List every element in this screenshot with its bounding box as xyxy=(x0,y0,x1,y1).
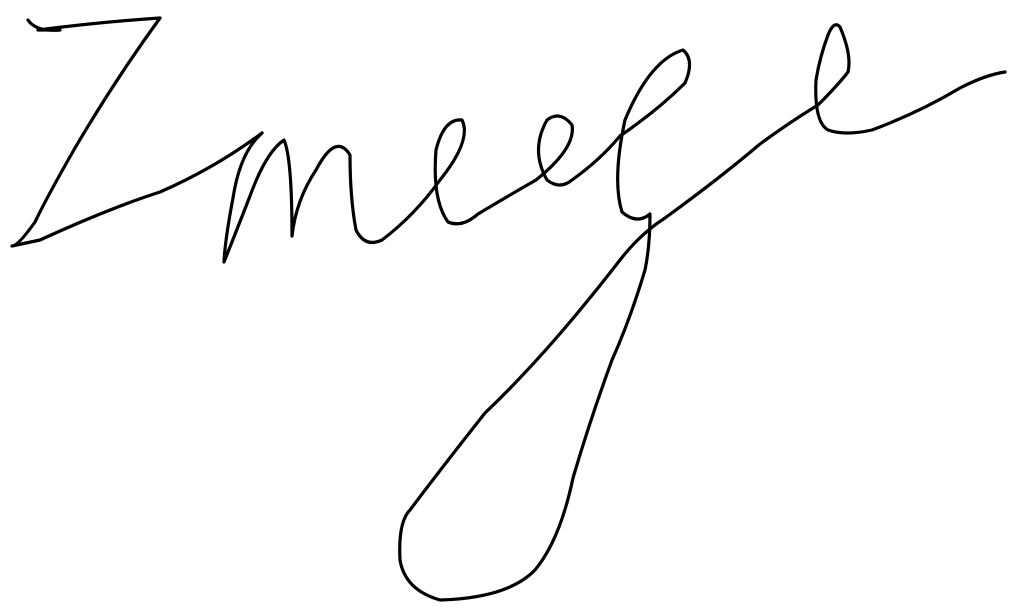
signature-stroke-z xyxy=(12,18,262,246)
signature-stroke-m xyxy=(224,133,382,262)
signature-stroke-e-tail xyxy=(665,25,1005,218)
signature-stroke-ee xyxy=(382,116,620,240)
